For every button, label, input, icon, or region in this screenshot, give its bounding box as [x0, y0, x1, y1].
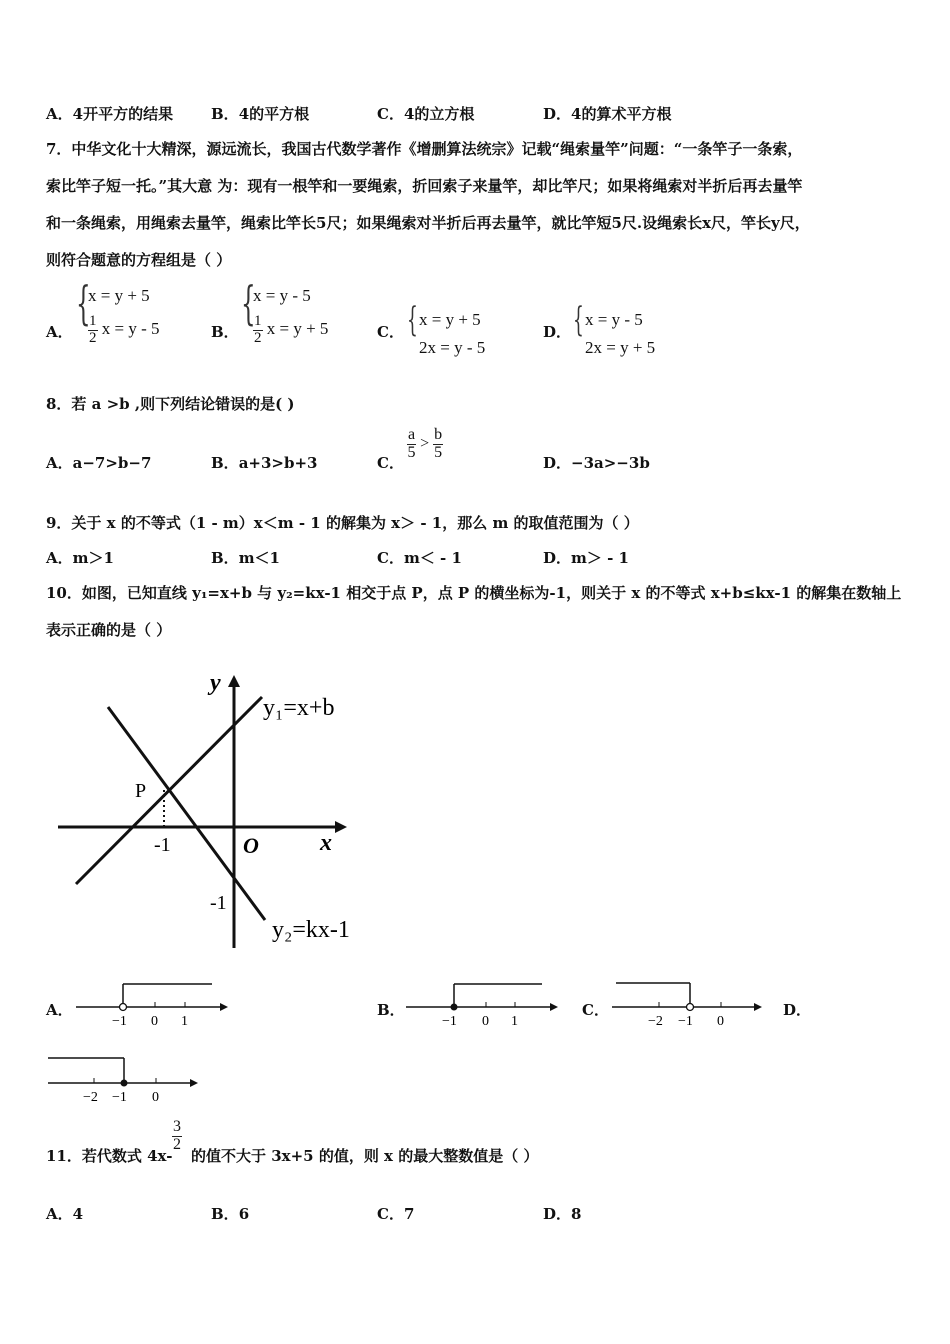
arrow-icon: [550, 1003, 558, 1011]
q10-option-d-letter: D．: [783, 1001, 812, 1019]
svg-text:−2: −2: [648, 1014, 663, 1027]
q10-option-a-letter: A．: [46, 1001, 73, 1019]
y-axis-arrow-icon: [228, 675, 240, 687]
q10-line-2: 表示正确的是（ ）: [46, 621, 172, 639]
svg-text:1: 1: [511, 1014, 518, 1029]
q10-option-c-numberline: [608, 975, 768, 1027]
svg-text:−1: −1: [112, 1090, 127, 1105]
q9-stem: 9．关于 x 的不等式（1 - m）x＜m - 1 的解集为 x＞ - 1，那么 m 的取值范围为（ ）: [46, 514, 639, 532]
brace-icon: {: [573, 300, 584, 340]
q9-option-d: D．m＞ - 1: [543, 549, 629, 567]
q8-option-d: D．−3a>−3b: [543, 454, 650, 472]
q9-option-b: B．m＜1: [211, 549, 280, 567]
q6-option-d: D．4的算术平方根: [543, 105, 672, 123]
fraction-b-over-5: $\frac{b}{5}$: [434, 426, 443, 461]
q10-option-b-numberline: [402, 978, 562, 1030]
y-neg1-label: -1: [210, 892, 227, 914]
q7-line-3: 和一条绳索，用绳索去量竿，绳索比竿长5尺；如果绳索对半折后再去量竿，就比竿短5尺.设绳索长x尺，竿长y尺，: [46, 214, 810, 232]
fraction-a-over-5: $\frac{a}{5}$: [407, 426, 416, 461]
open-dot-icon: [687, 1004, 694, 1011]
q10-option-c-letter: C．: [582, 1001, 609, 1019]
q11-option-b: B．6: [211, 1205, 250, 1223]
origin-label: O: [243, 833, 259, 858]
q11-stem: 11．若代数式 4x-: [46, 1147, 173, 1165]
brace-icon: {: [76, 276, 91, 330]
svg-text:−1: −1: [112, 1014, 127, 1029]
svg-text:−2: −2: [83, 1090, 98, 1105]
q10-option-b-letter: B．: [377, 1001, 405, 1019]
q10-option-a-numberline: [72, 978, 232, 1030]
filled-dot-icon: [121, 1080, 128, 1087]
q11-stem-post: 的值不大于 3x+5 的值，则 x 的最大整数值是（ ）: [191, 1147, 539, 1165]
q7-line-2: 索比竿子短一托。”其大意 为：现有一根竿和一要绳索，折回索子来量竿，却比竿尺；如果将绳索对半折后再去量竿: [46, 177, 803, 195]
q7-line-4: 则符合题意的方程组是（ ）: [46, 251, 232, 269]
y-axis-label: y: [210, 670, 221, 696]
q9-option-a: A．m＞1: [46, 549, 114, 567]
q10-graph: [50, 665, 380, 955]
q11-option-a: A．4: [46, 1205, 84, 1223]
q8-option-b: B．a+3>b+3: [211, 454, 318, 472]
q6-option-a: A．4开平方的结果: [46, 105, 174, 123]
open-dot-icon: [120, 1004, 127, 1011]
q6-option-c: C．4的立方根: [377, 105, 475, 123]
half-fraction: $\frac{1}{2}$: [254, 313, 262, 346]
svg-text:−1: −1: [678, 1014, 693, 1027]
arrow-icon: [754, 1003, 762, 1011]
line-y1-label: y₁=x+b: [263, 695, 335, 721]
fraction-3-over-2: $\frac{3}{2}$: [173, 1118, 181, 1153]
svg-text:1: 1: [181, 1014, 188, 1029]
brace-icon: {: [407, 300, 418, 340]
half-fraction: $\frac{1}{2}$: [89, 313, 97, 346]
q8-option-a: A．a−7>b−7: [46, 454, 152, 472]
arrow-icon: [190, 1079, 198, 1087]
svg-text:0: 0: [717, 1014, 724, 1027]
svg-text:−1: −1: [442, 1014, 457, 1029]
q11-option-d: D．8: [543, 1205, 582, 1223]
svg-text:0: 0: [152, 1090, 159, 1105]
q8-stem: 8．若 a >b ,则下列结论错误的是( ): [46, 395, 295, 413]
q10-option-d-numberline: [44, 1050, 204, 1106]
q7-line-1: 7．中华文化十大精深，源远流长，我国古代数学著作《增删算法统宗》记载“绳索量竿”问题：“一条竿子一条索，: [46, 140, 803, 158]
q6-option-b: B．4的平方根: [211, 105, 310, 123]
arrow-icon: [220, 1003, 228, 1011]
brace-icon: {: [241, 276, 256, 330]
q11-option-c: C．7: [377, 1205, 415, 1223]
svg-text:0: 0: [482, 1014, 489, 1029]
svg-text:0: 0: [151, 1014, 158, 1029]
x-neg1-label: -1: [154, 834, 171, 856]
q10-line-1: 10．如图，已知直线 y₁=x+b 与 y₂=kx-1 相交于点 P，点 P 的横坐标为-1，则关于 x 的不等式 x+b≤kx-1 的解集在数轴上: [46, 584, 902, 602]
q9-option-c: C．m＜ - 1: [377, 549, 462, 567]
line-y2-label: y₂=kx-1: [272, 917, 350, 943]
x-axis-label: x: [320, 830, 332, 856]
filled-dot-icon: [451, 1004, 458, 1011]
x-axis-arrow-icon: [335, 821, 347, 833]
point-p-label: P: [135, 780, 147, 802]
line-y2: [108, 707, 265, 920]
